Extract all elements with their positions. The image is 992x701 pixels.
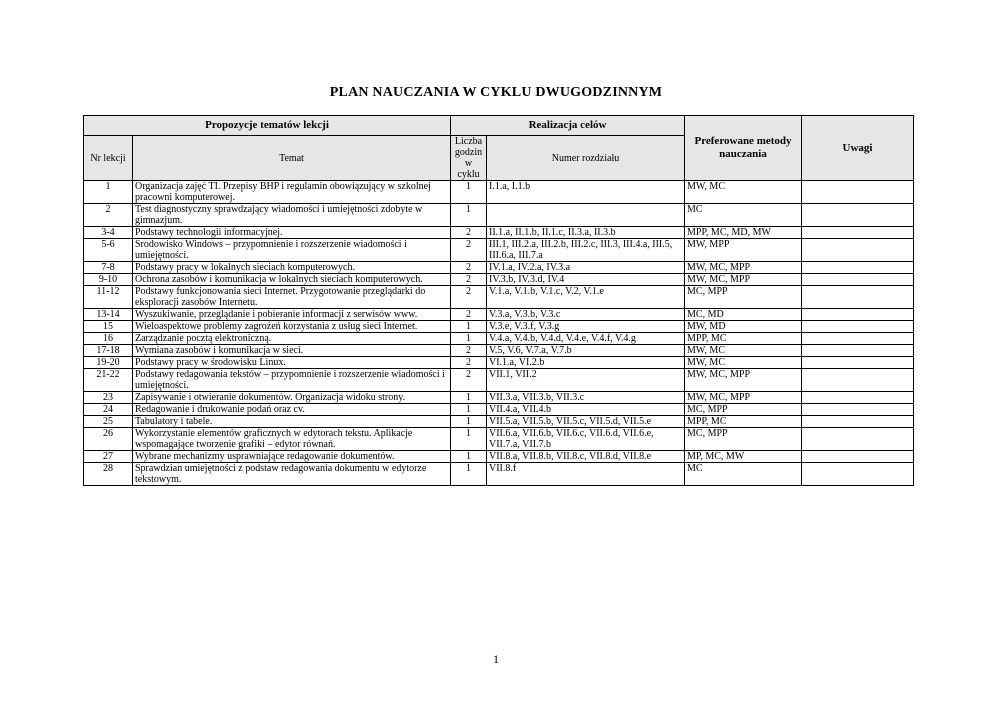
lesson-number-cell: 26: [84, 428, 133, 451]
methods-cell: MC, MPP: [685, 286, 802, 309]
table-row: [84, 262, 914, 274]
notes-cell: [802, 286, 914, 309]
table-row: [84, 451, 914, 463]
topic-cell: Wybrane mechanizmy usprawniające redagowanie dokumentów.: [133, 451, 451, 463]
methods-cell: MP, MC, MW: [685, 451, 802, 463]
methods-cell: MW, MPP: [685, 239, 802, 262]
table-row: [84, 227, 914, 239]
methods-cell: MW, MC, MPP: [685, 369, 802, 392]
hours-cell: 1: [451, 463, 487, 486]
chapter-number-cell: III.1, III.2.a, III.2.b, III.2.c, III.3, III.4.a, III.5, III.6.a, III.7.a: [487, 239, 685, 262]
methods-cell: MC: [685, 204, 802, 227]
header-hours: Liczba godzin w cyklu: [451, 136, 487, 181]
lesson-number-cell: 24: [84, 404, 133, 416]
chapter-number-cell: V.1.a, V.1.b, V.1.c, V.2, V.1.e: [487, 286, 685, 309]
chapter-number-cell: V.3.e, V.3.f, V.3.g: [487, 321, 685, 333]
table-row: [84, 333, 914, 345]
chapter-number-cell: [487, 204, 685, 227]
header-topic: Temat: [133, 136, 451, 181]
lesson-number-cell: 1: [84, 181, 133, 204]
chapter-number-cell: V.5, V.6, V.7.a, V.7.b: [487, 345, 685, 357]
page-number: 1: [493, 652, 499, 666]
header-goals-realization: Realizacja celów: [451, 116, 685, 136]
methods-cell: MW, MC, MPP: [685, 274, 802, 286]
chapter-number-cell: IV.3.b, IV.3.d, IV.4: [487, 274, 685, 286]
notes-cell: [802, 428, 914, 451]
chapter-number-cell: IV.1.a, IV.2.a, IV.3.a: [487, 262, 685, 274]
lesson-number-cell: 17-18: [84, 345, 133, 357]
header-lesson-number: Nr lekcji: [84, 136, 133, 181]
topic-cell: Zarządzanie pocztą elektroniczną.: [133, 333, 451, 345]
methods-cell: MW, MC: [685, 181, 802, 204]
chapter-number-cell: V.4.a, V.4.b, V.4.d, V.4.e, V.4.f, V.4.g: [487, 333, 685, 345]
topic-cell: Podstawy pracy w lokalnych sieciach komputerowych.: [133, 262, 451, 274]
notes-cell: [802, 416, 914, 428]
lesson-number-cell: 3-4: [84, 227, 133, 239]
chapter-number-cell: VII.3.a, VII.3.b, VII.3.c: [487, 392, 685, 404]
hours-cell: 1: [451, 321, 487, 333]
notes-cell: [802, 262, 914, 274]
table-row: [84, 286, 914, 309]
chapter-number-cell: VII.8.f: [487, 463, 685, 486]
chapter-number-cell: V.3.a, V.3.b, V.3.c: [487, 309, 685, 321]
hours-cell: 2: [451, 262, 487, 274]
lesson-plan-body: [84, 181, 914, 486]
lesson-number-cell: 27: [84, 451, 133, 463]
notes-cell: [802, 357, 914, 369]
hours-cell: 2: [451, 227, 487, 239]
methods-cell: MC: [685, 463, 802, 486]
topic-cell: Podstawy technologii informacyjnej.: [133, 227, 451, 239]
chapter-number-cell: VII.5.a, VII.5.b, VII.5.c, VII.5.d, VII.5.e: [487, 416, 685, 428]
table-row: [84, 239, 914, 262]
lesson-plan-table: [83, 115, 914, 486]
page-title: PLAN NAUCZANIA W CYKLU DWUGODZINNYM: [329, 85, 663, 100]
table-row: [84, 321, 914, 333]
lesson-number-cell: 7-8: [84, 262, 133, 274]
hours-cell: 2: [451, 369, 487, 392]
chapter-number-cell: II.1.a, II.1.b, II.1.c, II.3.a, II.3.b: [487, 227, 685, 239]
methods-cell: MPP, MC: [685, 416, 802, 428]
methods-cell: MC, MD: [685, 309, 802, 321]
chapter-number-cell: VI.1.a, VI.2.b: [487, 357, 685, 369]
topic-cell: Sprawdzian umiejętności z podstaw redagowania dokumentu w edytorze tekstowym.: [133, 463, 451, 486]
table-row: [84, 345, 914, 357]
topic-cell: Wykorzystanie elementów graficznych w edytorach tekstu. Aplikacje wspomagające tworzenie grafiki – edytor równań.: [133, 428, 451, 451]
notes-cell: [802, 392, 914, 404]
notes-cell: [802, 181, 914, 204]
topic-cell: Podstawy pracy w środowisku Linux.: [133, 357, 451, 369]
notes-cell: [802, 369, 914, 392]
lesson-number-cell: 28: [84, 463, 133, 486]
notes-cell: [802, 345, 914, 357]
methods-cell: MW, MC, MPP: [685, 262, 802, 274]
chapter-number-cell: VII.6.a, VII.6.b, VII.6.c, VII.6.d, VII.6.e, VII.7.a, VII.7.b: [487, 428, 685, 451]
topic-cell: Środowisko Windows – przypomnienie i rozszerzenie wiadomości i umiejętności.: [133, 239, 451, 262]
topic-cell: Wieloaspektowe problemy zagrożeń korzystania z usług sieci Internet.: [133, 321, 451, 333]
chapter-number-cell: I.1.a, I.1.b: [487, 181, 685, 204]
lesson-number-cell: 11-12: [84, 286, 133, 309]
header-chapter-number: Numer rozdziału: [487, 136, 685, 181]
topic-cell: Wymiana zasobów i komunikacja w sieci.: [133, 345, 451, 357]
hours-cell: 1: [451, 204, 487, 227]
notes-cell: [802, 274, 914, 286]
lesson-number-cell: 5-6: [84, 239, 133, 262]
topic-cell: Tabulatory i tabele.: [133, 416, 451, 428]
hours-cell: 2: [451, 239, 487, 262]
table-row: [84, 392, 914, 404]
lesson-number-cell: 19-20: [84, 357, 133, 369]
table-row: [84, 357, 914, 369]
hours-cell: 1: [451, 181, 487, 204]
lesson-number-cell: 2: [84, 204, 133, 227]
hours-cell: 2: [451, 274, 487, 286]
lesson-number-cell: 9-10: [84, 274, 133, 286]
topic-cell: Ochrona zasobów i komunikacja w lokalnych sieciach komputerowych.: [133, 274, 451, 286]
methods-cell: MC, MPP: [685, 428, 802, 451]
notes-cell: [802, 333, 914, 345]
hours-cell: 2: [451, 345, 487, 357]
lesson-number-cell: 21-22: [84, 369, 133, 392]
lesson-number-cell: 13-14: [84, 309, 133, 321]
notes-cell: [802, 227, 914, 239]
hours-cell: 1: [451, 416, 487, 428]
chapter-number-cell: VII.8.a, VII.8.b, VII.8.c, VII.8.d, VII.8.e: [487, 451, 685, 463]
topic-cell: Organizacja zajęć TI. Przepisy BHP i regulamin obowiązujący w szkolnej pracowni komputerowej.: [133, 181, 451, 204]
table-row: [84, 274, 914, 286]
notes-cell: [802, 204, 914, 227]
topic-cell: Redagowanie i drukowanie podań oraz cv.: [133, 404, 451, 416]
notes-cell: [802, 463, 914, 486]
lesson-number-cell: 16: [84, 333, 133, 345]
notes-cell: [802, 321, 914, 333]
table-row: [84, 309, 914, 321]
notes-cell: [802, 404, 914, 416]
header-methods: Preferowane metody nauczania: [685, 116, 802, 181]
lesson-number-cell: 23: [84, 392, 133, 404]
methods-cell: MW, MC: [685, 345, 802, 357]
table-row: [84, 404, 914, 416]
methods-cell: MPP, MC: [685, 333, 802, 345]
table-row: [84, 204, 914, 227]
notes-cell: [802, 451, 914, 463]
hours-cell: 2: [451, 357, 487, 369]
topic-cell: Wyszukiwanie, przeglądanie i pobieranie informacji z serwisów www.: [133, 309, 451, 321]
topic-cell: Test diagnostyczny sprawdzający wiadomości i umiejętności zdobyte w gimnazjum.: [133, 204, 451, 227]
table-row: [84, 181, 914, 204]
lesson-number-cell: 25: [84, 416, 133, 428]
hours-cell: 1: [451, 333, 487, 345]
chapter-number-cell: VII.1, VII.2: [487, 369, 685, 392]
topic-cell: Podstawy funkcjonowania sieci Internet. Przygotowanie przeglądarki do eksploracji zasobów Internetu.: [133, 286, 451, 309]
hours-cell: 1: [451, 392, 487, 404]
methods-cell: MW, MC: [685, 357, 802, 369]
header-notes: Uwagi: [802, 116, 914, 181]
chapter-number-cell: VII.4.a, VII.4.b: [487, 404, 685, 416]
notes-cell: [802, 309, 914, 321]
methods-cell: MW, MD: [685, 321, 802, 333]
hours-cell: 2: [451, 286, 487, 309]
hours-cell: 2: [451, 309, 487, 321]
lesson-number-cell: 15: [84, 321, 133, 333]
table-row: [84, 369, 914, 392]
table-row: [84, 463, 914, 486]
hours-cell: 1: [451, 428, 487, 451]
topic-cell: Podstawy redagowania tekstów – przypomnienie i rozszerzenie wiadomości i umiejętności.: [133, 369, 451, 392]
methods-cell: MC, MPP: [685, 404, 802, 416]
methods-cell: MW, MC, MPP: [685, 392, 802, 404]
hours-cell: 1: [451, 404, 487, 416]
table-row: [84, 428, 914, 451]
methods-cell: MPP, MC, MD, MW: [685, 227, 802, 239]
notes-cell: [802, 239, 914, 262]
header-topic-proposals: Propozycje tematów lekcji: [84, 116, 451, 136]
hours-cell: 1: [451, 451, 487, 463]
topic-cell: Zapisywanie i otwieranie dokumentów. Organizacja widoku strony.: [133, 392, 451, 404]
table-row: [84, 416, 914, 428]
